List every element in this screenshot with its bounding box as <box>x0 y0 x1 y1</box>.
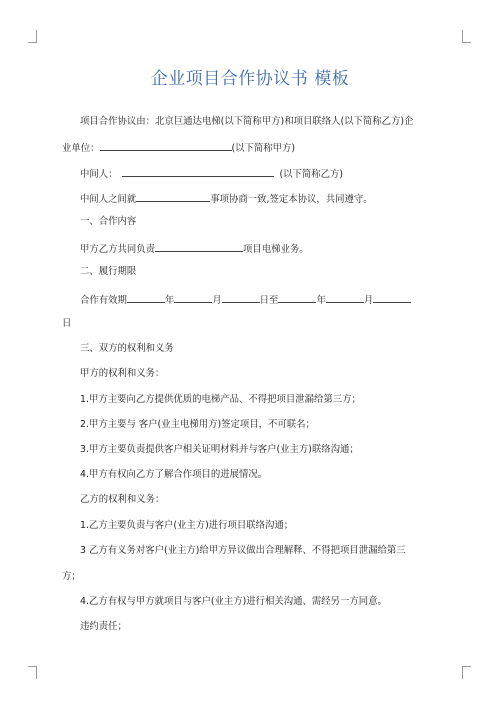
section1-prefix: 甲方乙方共同负责 <box>80 244 156 255</box>
agreement-blank[interactable] <box>136 191 210 202</box>
middleman-line <box>80 166 343 181</box>
section1-suffix: 项目电梯业务。 <box>243 244 309 255</box>
agreement-prefix: 中间人之间就 <box>80 194 137 205</box>
project-blank[interactable] <box>155 241 243 252</box>
party-a-item-4: 4.甲方有权向乙方了解合作项目的进展情况。 <box>80 469 268 480</box>
party-a-heading: 甲方的权利和义务： <box>80 368 165 379</box>
party-a-item-3: 3.甲方主要负责提供客户相关证明材料并与客户(业主方)联络沟通； <box>80 444 359 455</box>
section1-line <box>80 241 309 256</box>
start-year-blank[interactable] <box>127 292 165 303</box>
section3-heading: 三、双方的权利和义务 <box>80 343 174 354</box>
end-day-label: 日 <box>62 318 72 329</box>
middleman-suffix: (以下简称乙方) <box>279 169 344 180</box>
crop-mark-top-right <box>462 30 471 43</box>
start-month-blank[interactable] <box>174 292 212 303</box>
party-a-item-2: 2.甲方主要与 客户(业主电梯用方)签定项目，不可联名； <box>80 419 315 430</box>
crop-mark-bottom-right <box>462 666 471 679</box>
company-suffix: (以下简称甲方) <box>231 143 296 154</box>
agreement-line <box>80 191 373 206</box>
end-day-blank[interactable] <box>373 292 411 303</box>
end-year-blank[interactable] <box>278 292 316 303</box>
section2-heading: 二、履行期限 <box>80 266 137 277</box>
day-to-label: 日至 <box>259 295 279 306</box>
party-b-item-1: 1.乙方主要负责与客户(业主方)进行项目联络沟通； <box>80 520 294 531</box>
crop-mark-top-left <box>28 30 37 43</box>
start-day-blank[interactable] <box>222 292 260 303</box>
party-b-item-3-line-2: 方； <box>62 571 81 582</box>
intro-text-1: 项目合作协议由：北京巨通达电梯(以下简称甲方)和项目联络人(以下简称乙方)企 <box>80 116 414 127</box>
start-month-label: 月 <box>212 295 222 306</box>
party-a-item-1: 1.甲方主要向乙方提供优质的电梯产品、不得把项目泄漏给第三方； <box>80 394 361 405</box>
document-title: 企业项目合作协议书 模板 <box>150 69 350 89</box>
intro-line-2 <box>62 140 295 155</box>
end-year-label: 年 <box>316 295 326 306</box>
term-line <box>80 292 411 307</box>
company-blank[interactable] <box>100 140 232 151</box>
start-year-label: 年 <box>164 295 175 306</box>
section1-heading: 一、合作内容 <box>80 216 137 227</box>
term-prefix: 合作有效期 <box>80 295 127 306</box>
party-b-heading: 乙方的权利和义务： <box>80 494 165 505</box>
end-month-blank[interactable] <box>326 292 364 303</box>
company-label: 业单位： <box>62 143 100 154</box>
agreement-suffix: 事项协商一致,签定本协议，共同遵守。 <box>210 194 373 205</box>
breach-heading: 违约责任； <box>80 621 127 632</box>
middleman-blank[interactable] <box>122 166 274 177</box>
end-month-label: 月 <box>363 295 374 306</box>
intro-line-1 <box>80 116 413 128</box>
party-b-item-4: 4.乙方有权与甲方就项目与客户(业主方)进行相关沟通、需经另一方同意。 <box>80 596 387 607</box>
crop-mark-bottom-left <box>28 666 37 679</box>
party-b-item-3-line-1: 3 乙方有义务对客户(业主方)给甲方异议做出合理解释、不得把项目泄漏给第三 <box>80 545 406 556</box>
middleman-label: 中间人： <box>80 169 118 180</box>
